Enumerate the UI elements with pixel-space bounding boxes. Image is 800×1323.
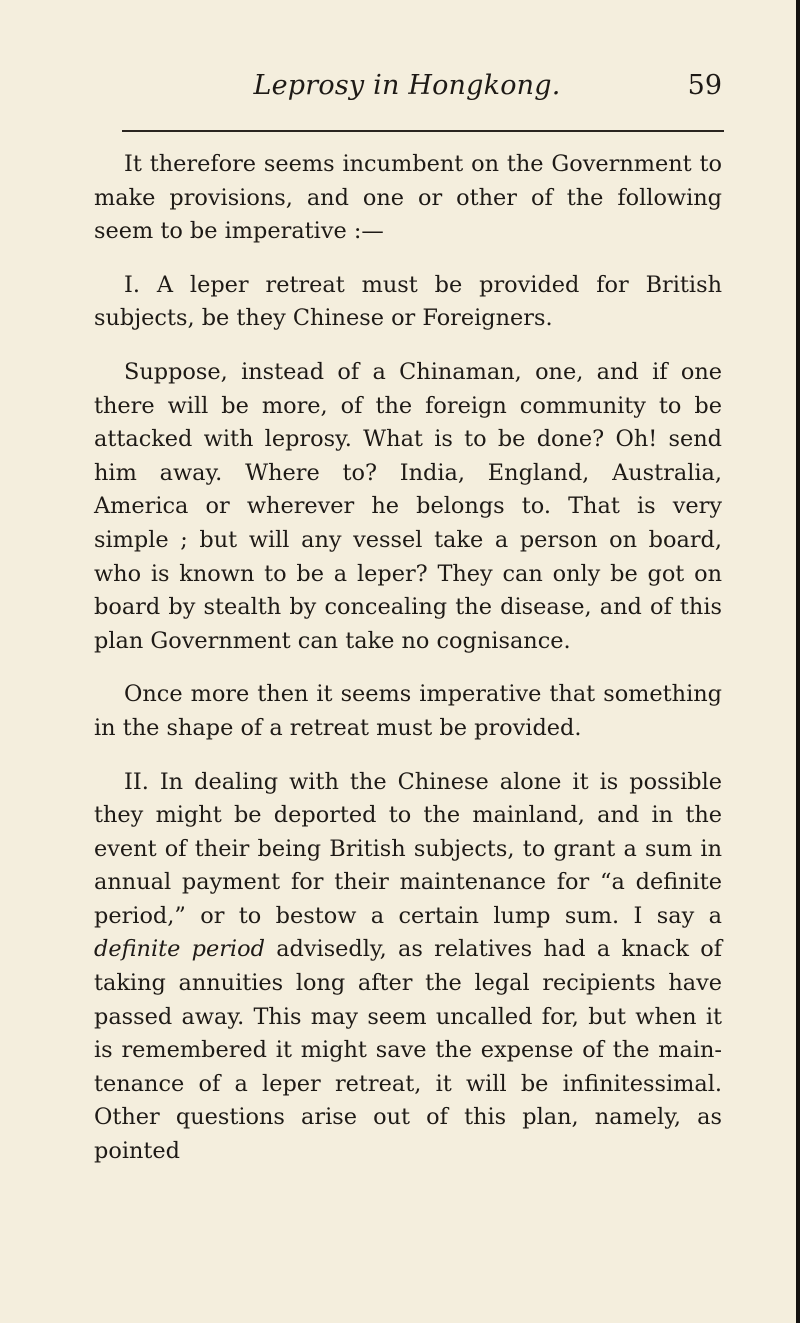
paragraph-3: Suppose, instead of a Chinaman, one, and if one there will be more, of the foreign community to be attacked with leprosy. What is to be done? Oh! send him away. Where to? India, England, Australia, America or wherever he belongs to. That is very simple ; but will any vessel take a person on board, who is known to be a leper? They can only be got on board by stealth by concealing the disease, and of this plan Government can take no cognisance. xyxy=(94,358,722,654)
emphasis-definite-period: definite period xyxy=(94,936,265,963)
page-number: 59 xyxy=(687,70,722,101)
paragraph-2: I. A leper retreat must be provided for British subjects, be they Chinese or Foreigners. xyxy=(94,271,722,332)
paragraph-5-part-1: II. In dealing with the Chinese alone it is possible they might be deported to the mainland, and in the event of their being British subjects, to grant a sum in annual payment for their maintenance for “a definite period,” or to bestow a certain lump sum. I say a xyxy=(94,768,722,929)
page-edge-shadow xyxy=(796,0,800,1323)
paragraph-4: Once more then it seems imperative that something in the shape of a retreat must be provided. xyxy=(94,681,722,741)
page-header xyxy=(92,70,722,110)
paragraph-5 xyxy=(94,766,722,1169)
paragraph-5-part-2: advisedly, as relatives had a knack of taking annuities long after the legal recipients have passed away. This may seem uncalled for, but when it is remembered it might save the expense of the maintenance of a leper retreat, it will be infinitessimal. Other questions arise out of this plan, namely, as pointed xyxy=(94,936,722,1165)
header-rule xyxy=(122,130,724,132)
paragraph-1: It therefore seems incumbent on the Government to make provisions, and one or other of the following seem to be imperative :— xyxy=(94,151,722,245)
body-text xyxy=(94,148,722,1169)
running-title: Leprosy in Hongkong. xyxy=(253,70,561,101)
